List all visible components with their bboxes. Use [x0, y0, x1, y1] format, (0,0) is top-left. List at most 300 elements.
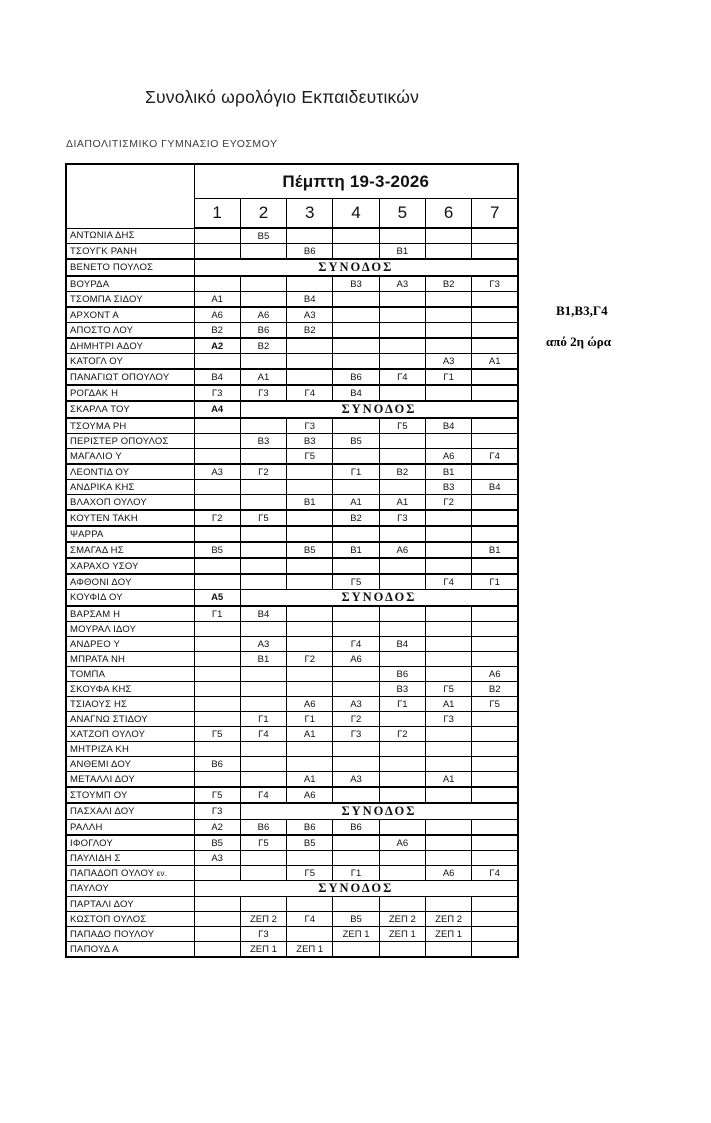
sunodos-cell: ΣΥΝΟΔΟΣ: [240, 590, 518, 607]
schedule-cell: [472, 434, 518, 449]
schedule-cell: [240, 480, 286, 495]
table-row: [66, 542, 518, 558]
schedule-cell: [425, 228, 471, 244]
schedule-cell: [472, 927, 518, 942]
schedule-cell: [287, 927, 333, 942]
schedule-cell: ΖΕΠ 2: [379, 912, 425, 927]
schedule-cell: [425, 835, 471, 851]
schedule-cell: Γ5: [194, 787, 240, 803]
teacher-name: ΤΣΟΥΜΑ ΡΗ: [66, 418, 194, 434]
teacher-name: ΧΑΡΑΧΟ ΥΣΟΥ: [66, 558, 194, 574]
table-row: [66, 323, 518, 339]
schedule-cell: [472, 385, 518, 401]
schedule-cell: Β1: [472, 542, 518, 558]
schedule-cell: [333, 449, 379, 465]
schedule-cell: [240, 558, 286, 574]
table-row: [66, 667, 518, 682]
schedule-cell: [379, 757, 425, 772]
schedule-cell: Β3: [425, 480, 471, 495]
schedule-cell: [194, 912, 240, 927]
schedule-cell: Γ2: [287, 652, 333, 667]
schedule-cell: [379, 434, 425, 449]
schedule-cell: [287, 897, 333, 912]
schedule-cell: [240, 851, 286, 866]
schedule-cell: Β6: [379, 667, 425, 682]
schedule-cell: Α1: [472, 354, 518, 370]
schedule-cell: Β4: [240, 606, 286, 622]
schedule-cell: Β6: [333, 820, 379, 836]
schedule-cell: [472, 526, 518, 542]
teacher-name: ΠΑΠΟΥΔ Α: [66, 942, 194, 958]
schedule-cell: Α6: [287, 787, 333, 803]
schedule-cell: Α6: [425, 449, 471, 465]
schedule-cell: [379, 574, 425, 590]
schedule-cell: Β2: [194, 323, 240, 339]
schedule-cell: Β2: [240, 338, 286, 354]
schedule-cell: Β2: [287, 323, 333, 339]
schedule-cell: Γ3: [333, 727, 379, 742]
teacher-name: ΑΝΑΓΝΩ ΣΤΙΔΟΥ: [66, 712, 194, 727]
schedule-cell: [472, 851, 518, 866]
teacher-name: ΡΑΛΛΗ: [66, 820, 194, 836]
schedule-cell: [240, 757, 286, 772]
schedule-cell: [425, 622, 471, 637]
teacher-name: ΠΕΡΙΣΤΕΡ ΟΠΟΥΛΟΣ: [66, 434, 194, 449]
schedule-cell: [425, 385, 471, 401]
schedule-cell: [194, 897, 240, 912]
schedule-cell: [333, 558, 379, 574]
table-row: [66, 464, 518, 480]
table-row: [66, 912, 518, 927]
day-header-row: [66, 164, 518, 199]
schedule-cell: [379, 622, 425, 637]
table-row: [66, 712, 518, 727]
schedule-cell: Γ1: [240, 712, 286, 727]
schedule-cell: [333, 354, 379, 370]
schedule-cell: Α6: [240, 307, 286, 323]
schedule-cell: [425, 787, 471, 803]
table-row: [66, 292, 518, 308]
teacher-name: ΒΕΝΕΤΟ ΠΟΥΛΟΣ: [66, 259, 194, 276]
schedule-cell: Γ2: [240, 464, 286, 480]
teacher-name: ΠΑΝΑΓΙΩΤ ΟΠΟΥΛΟΥ: [66, 369, 194, 385]
schedule-cell: [240, 866, 286, 881]
schedule-cell: [194, 276, 240, 292]
schedule-cell: [194, 622, 240, 637]
period-header: 7: [472, 199, 518, 229]
schedule-cell: [240, 772, 286, 788]
period-header: 5: [379, 199, 425, 229]
table-row: [66, 851, 518, 866]
schedule-cell: Α5: [194, 590, 240, 607]
schedule-cell: [425, 667, 471, 682]
schedule-cell: Α3: [333, 697, 379, 712]
schedule-cell: Α6: [425, 866, 471, 881]
schedule-cell: [379, 742, 425, 757]
schedule-cell: Α3: [333, 772, 379, 788]
schedule-cell: ΖΕΠ 1: [379, 927, 425, 942]
schedule-cell: Β4: [194, 369, 240, 385]
schedule-cell: Γ3: [425, 712, 471, 727]
schedule-cell: [194, 495, 240, 511]
schedule-cell: [240, 897, 286, 912]
schedule-cell: Β4: [472, 480, 518, 495]
schedule-cell: [240, 449, 286, 465]
schedule-cell: [333, 526, 379, 542]
schedule-cell: [472, 292, 518, 308]
schedule-cell: [333, 942, 379, 958]
teacher-name: ΠΑΡΤΑΛΙ ΔΟΥ: [66, 897, 194, 912]
schedule-cell: Γ5: [379, 418, 425, 434]
schedule-cell: [240, 667, 286, 682]
teacher-name: ΧΑΤΖΟΠ ΟΥΛΟΥ: [66, 727, 194, 742]
table-row: [66, 338, 518, 354]
schedule-cell: [194, 228, 240, 244]
schedule-cell: [194, 742, 240, 757]
schedule-cell: Γ1: [425, 369, 471, 385]
table-row: [66, 820, 518, 836]
schedule-cell: [425, 558, 471, 574]
schedule-cell: [425, 434, 471, 449]
schedule-cell: [287, 851, 333, 866]
schedule-cell: [472, 606, 518, 622]
schedule-cell: [425, 757, 471, 772]
schedule-cell: [240, 574, 286, 590]
corner-cell: [66, 164, 194, 228]
schedule-cell: [333, 244, 379, 260]
schedule-cell: [333, 787, 379, 803]
table-row: [66, 590, 518, 607]
schedule-cell: Β4: [379, 637, 425, 652]
schedule-cell: [379, 866, 425, 881]
table-row: [66, 803, 518, 820]
schedule-cell: Β1: [425, 464, 471, 480]
schedule-cell: [333, 307, 379, 323]
schedule-cell: Α1: [333, 495, 379, 511]
schedule-cell: Β2: [472, 682, 518, 697]
schedule-cell: [194, 927, 240, 942]
schedule-cell: Γ4: [472, 866, 518, 881]
teacher-name: ΒΛΑΧΟΠ ΟΥΛΟΥ: [66, 495, 194, 511]
schedule-cell: Α6: [333, 652, 379, 667]
schedule-cell: ΖΕΠ 2: [425, 912, 471, 927]
schedule-cell: [240, 292, 286, 308]
schedule-cell: Γ4: [240, 727, 286, 742]
teacher-name: ΚΩΣΤΟΠ ΟΥΛΟΣ: [66, 912, 194, 927]
schedule-cell: ΖΕΠ 1: [333, 927, 379, 942]
schedule-cell: [333, 682, 379, 697]
teacher-name: ΑΠΟΣΤΟ ΛΟΥ: [66, 323, 194, 339]
schedule-cell: [425, 897, 471, 912]
schedule-cell: [425, 526, 471, 542]
schedule-cell: [379, 942, 425, 958]
teacher-name: ΠΑΥΛΙΔΗ Σ: [66, 851, 194, 866]
sunodos-cell: ΣΥΝΟΔΟΣ: [240, 401, 518, 418]
teacher-name: ΚΟΥΤΕΝ ΤΑΚΗ: [66, 510, 194, 526]
schedule-cell: [379, 897, 425, 912]
table-row: [66, 510, 518, 526]
schedule-cell: [240, 276, 286, 292]
schedule-cell: Β2: [379, 464, 425, 480]
teacher-name: ΑΡΧΟΝΤ Α: [66, 307, 194, 323]
schedule-cell: Γ1: [379, 697, 425, 712]
schedule-cell: [425, 292, 471, 308]
schedule-cell: [425, 742, 471, 757]
schedule-cell: Γ4: [472, 449, 518, 465]
schedule-cell: [333, 757, 379, 772]
schedule-cell: Β6: [287, 244, 333, 260]
schedule-cell: [425, 727, 471, 742]
table-row: [66, 369, 518, 385]
table-row: [66, 942, 518, 958]
table-row: [66, 637, 518, 652]
table-row: [66, 434, 518, 449]
schedule-cell: [194, 418, 240, 434]
schedule-cell: Γ5: [333, 574, 379, 590]
schedule-cell: [472, 835, 518, 851]
schedule-cell: [240, 742, 286, 757]
schedule-cell: [379, 851, 425, 866]
teacher-name: ΑΦΘΟΝΙ ΔΟΥ: [66, 574, 194, 590]
schedule-cell: Β6: [333, 369, 379, 385]
schedule-cell: Γ4: [287, 912, 333, 927]
schedule-cell: Β2: [425, 276, 471, 292]
teacher-name: ΣΚΟΥΦΑ ΚΗΣ: [66, 682, 194, 697]
schedule-cell: [194, 667, 240, 682]
teacher-name: ΜΑΓΑΛΙΟ Υ: [66, 449, 194, 465]
schedule-cell: [472, 244, 518, 260]
schedule-cell: Γ5: [240, 835, 286, 851]
schedule-cell: [287, 228, 333, 244]
teacher-name: ΣΚΑΡΛΑ ΤΟΥ: [66, 401, 194, 418]
teacher-name: ΤΟΜΠΑ: [66, 667, 194, 682]
schedule-cell: [287, 622, 333, 637]
teacher-name: ΤΣΟΥΓΚ ΡΑΝΗ: [66, 244, 194, 260]
schedule-cell: Β4: [425, 418, 471, 434]
schedule-cell: [333, 835, 379, 851]
teacher-name: ΙΦΟΓΛΟΥ: [66, 835, 194, 851]
teacher-name: ΒΑΡΣΑΜ Η: [66, 606, 194, 622]
teacher-name: ΑΝΤΩΝΙΑ ΔΗΣ: [66, 228, 194, 244]
period-header: 1: [194, 199, 240, 229]
schedule-cell: [333, 228, 379, 244]
schedule-cell: [472, 772, 518, 788]
schedule-cell: [379, 307, 425, 323]
schedule-cell: [194, 480, 240, 495]
schedule-cell: [287, 667, 333, 682]
schedule-cell: Γ2: [425, 495, 471, 511]
schedule-cell: Β5: [240, 228, 286, 244]
schedule-cell: [425, 820, 471, 836]
schedule-cell: Γ3: [240, 927, 286, 942]
teacher-name: ΑΝΔΡΕΟ Υ: [66, 637, 194, 652]
sunodos-cell: ΣΥΝΟΔΟΣ: [194, 881, 518, 897]
schedule-cell: [472, 897, 518, 912]
table-row: [66, 307, 518, 323]
table-row: [66, 622, 518, 637]
teacher-name: ΠΑΣΧΑΛΙ ΔΟΥ: [66, 803, 194, 820]
table-row: [66, 558, 518, 574]
schedule-cell: Γ5: [240, 510, 286, 526]
schedule-cell: Γ1: [194, 606, 240, 622]
schedule-cell: Β4: [287, 292, 333, 308]
teacher-name: ΒΟΥΡΔΑ: [66, 276, 194, 292]
schedule-cell: Α2: [194, 820, 240, 836]
teacher-name: ΠΑΥΛΟΥ: [66, 881, 194, 897]
teacher-name: ΑΝΘΕΜΙ ΔΟΥ: [66, 757, 194, 772]
schedule-cell: Α1: [287, 727, 333, 742]
period-header: 2: [240, 199, 286, 229]
schedule-cell: Β3: [333, 276, 379, 292]
schedule-cell: [194, 526, 240, 542]
side-note-from-hour: από 2η ώρα: [546, 334, 611, 349]
schedule-cell: Γ5: [472, 697, 518, 712]
schedule-cell: [240, 418, 286, 434]
schedule-cell: [379, 354, 425, 370]
schedule-cell: Α6: [472, 667, 518, 682]
teacher-name: ΡΟΓΔΑΚ Η: [66, 385, 194, 401]
schedule-cell: Γ4: [425, 574, 471, 590]
schedule-cell: Α3: [425, 354, 471, 370]
schedule-cell: Γ1: [472, 574, 518, 590]
schedule-cell: [472, 369, 518, 385]
schedule-cell: [333, 323, 379, 339]
schedule-cell: [472, 228, 518, 244]
teacher-name: ΤΣΙΑΟΥΣ ΗΣ: [66, 697, 194, 712]
schedule-cell: [194, 682, 240, 697]
schedule-cell: [472, 757, 518, 772]
schedule-cell: Β3: [379, 682, 425, 697]
schedule-cell: [379, 480, 425, 495]
schedule-cell: Γ2: [333, 712, 379, 727]
schedule-cell: [379, 526, 425, 542]
table-row: [66, 228, 518, 244]
schedule-cell: Β1: [240, 652, 286, 667]
schedule-cell: [425, 338, 471, 354]
schedule-cell: [194, 449, 240, 465]
schedule-cell: [194, 772, 240, 788]
schedule-cell: Γ5: [194, 727, 240, 742]
schedule-cell: Α3: [379, 276, 425, 292]
schedule-cell: [287, 742, 333, 757]
schedule-cell: [379, 652, 425, 667]
schedule-cell: Γ1: [333, 866, 379, 881]
schedule-cell: [472, 307, 518, 323]
schedule-cell: [379, 712, 425, 727]
period-header: 4: [333, 199, 379, 229]
schedule-cell: ΖΕΠ 1: [287, 942, 333, 958]
schedule-cell: [472, 820, 518, 836]
teacher-name: ΛΕΟΝΤΙΔ ΟΥ: [66, 464, 194, 480]
schedule-cell: [425, 542, 471, 558]
schedule-cell: Α1: [425, 697, 471, 712]
schedule-cell: Α1: [194, 292, 240, 308]
schedule-cell: [333, 667, 379, 682]
schedule-cell: [287, 510, 333, 526]
schedule-cell: Γ3: [287, 418, 333, 434]
schedule-cell: [333, 480, 379, 495]
schedule-cell: [472, 510, 518, 526]
schedule-cell: [472, 464, 518, 480]
schedule-cell: [379, 385, 425, 401]
page-title: Συνολικό ωρολόγιο Εκπαιδευτικών: [145, 87, 420, 107]
schedule-cell: [240, 542, 286, 558]
table-row: [66, 418, 518, 434]
schedule-cell: [472, 637, 518, 652]
teachers-timetable: [65, 163, 519, 958]
teacher-name: ΔΗΜΗΤΡΙ ΑΔΟΥ: [66, 338, 194, 354]
schedule-cell: [472, 942, 518, 958]
teacher-name: ΚΑΤΟΓΛ ΟΥ: [66, 354, 194, 370]
table-row: [66, 526, 518, 542]
schedule-cell: [472, 558, 518, 574]
sunodos-cell: ΣΥΝΟΔΟΣ: [194, 259, 518, 276]
schedule-cell: [240, 244, 286, 260]
schedule-cell: Β6: [240, 323, 286, 339]
school-name: ΔΙΑΠΟΛΙΤΙΣΜΙΚΟ ΓΥΜΝΑΣΙΟ ΕΥΟΣΜΟΥ: [66, 138, 278, 150]
schedule-cell: [425, 510, 471, 526]
schedule-cell: [425, 244, 471, 260]
table-row: [66, 727, 518, 742]
schedule-cell: [240, 697, 286, 712]
table-row: [66, 835, 518, 851]
schedule-cell: Α4: [194, 401, 240, 418]
schedule-cell: [287, 480, 333, 495]
schedule-cell: Β1: [333, 542, 379, 558]
schedule-cell: Α6: [194, 307, 240, 323]
schedule-cell: Β4: [333, 385, 379, 401]
table-row: [66, 401, 518, 418]
schedule-cell: Β1: [287, 495, 333, 511]
schedule-cell: [472, 727, 518, 742]
schedule-cell: [194, 652, 240, 667]
schedule-cell: Γ2: [379, 727, 425, 742]
schedule-cell: Γ5: [287, 866, 333, 881]
schedule-cell: Γ1: [287, 712, 333, 727]
schedule-cell: [379, 338, 425, 354]
schedule-cell: Γ4: [287, 385, 333, 401]
schedule-cell: [472, 323, 518, 339]
table-row: [66, 787, 518, 803]
schedule-cell: Α3: [287, 307, 333, 323]
table-row: [66, 449, 518, 465]
schedule-cell: [333, 606, 379, 622]
schedule-cell: [194, 244, 240, 260]
schedule-cell: Γ5: [425, 682, 471, 697]
schedule-cell: [425, 323, 471, 339]
schedule-cell: [194, 866, 240, 881]
table-row: [66, 574, 518, 590]
schedule-cell: [472, 652, 518, 667]
schedule-cell: Γ4: [379, 369, 425, 385]
schedule-cell: Γ2: [194, 510, 240, 526]
schedule-cell: [194, 712, 240, 727]
schedule-cell: [287, 757, 333, 772]
schedule-cell: Β5: [194, 542, 240, 558]
schedule-cell: [287, 637, 333, 652]
teacher-name: ΜΠΡΑΤΑ ΝΗ: [66, 652, 194, 667]
schedule-cell: Α6: [379, 542, 425, 558]
table-row: [66, 927, 518, 942]
teacher-name: ΣΜΑΓΑΔ ΗΣ: [66, 542, 194, 558]
schedule-cell: Β5: [194, 835, 240, 851]
schedule-cell: Γ3: [194, 803, 240, 820]
schedule-cell: [240, 495, 286, 511]
schedule-cell: [287, 574, 333, 590]
schedule-cell: [379, 820, 425, 836]
schedule-cell: [240, 622, 286, 637]
teacher-name: ΜΗΤΡΙΖΑ ΚΗ: [66, 742, 194, 757]
